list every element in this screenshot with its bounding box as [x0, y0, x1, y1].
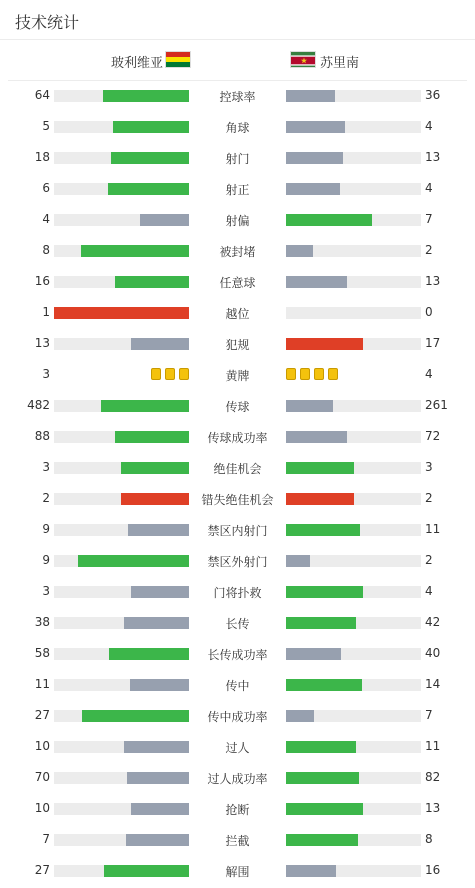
away-bar-fill [286, 865, 336, 877]
away-bar-track [286, 462, 421, 474]
home-value: 9 [42, 553, 50, 567]
stat-row [0, 608, 475, 639]
home-bar-track [54, 152, 189, 164]
stat-label: 角球 [225, 121, 250, 135]
suriname-flag-icon [290, 51, 316, 68]
away-bar-track [286, 307, 421, 319]
away-bar-track [286, 679, 421, 691]
away-bar-track [286, 493, 421, 505]
home-bar-fill [128, 524, 189, 536]
home-bar-fill [131, 586, 189, 598]
away-value: 17 [425, 336, 441, 350]
stat-label: 射正 [225, 183, 250, 197]
stat-row [0, 484, 475, 515]
away-bar-fill [286, 648, 341, 660]
bolivia-flag-icon [165, 51, 191, 68]
home-bar-track [54, 803, 189, 815]
away-bar-track [286, 214, 421, 226]
home-bar-track [54, 214, 189, 226]
home-value: 3 [42, 584, 50, 598]
stat-row [0, 732, 475, 763]
stat-row [0, 670, 475, 701]
away-bar-track [286, 555, 421, 567]
home-bar-fill [121, 493, 189, 505]
stat-label: 射门 [225, 152, 250, 166]
home-value: 64 [34, 88, 50, 102]
home-bar-fill [108, 183, 189, 195]
yellow-card-icon [314, 368, 324, 380]
away-value: 7 [425, 212, 433, 226]
stat-label: 绝佳机会 [213, 462, 262, 476]
home-bar-track [54, 865, 189, 877]
stat-row [0, 546, 475, 577]
away-bar-fill [286, 679, 362, 691]
away-bar-track [286, 276, 421, 288]
away-value: 2 [425, 553, 433, 567]
away-bar-fill [286, 617, 356, 629]
away-bar-fill [286, 400, 333, 412]
stat-row [0, 267, 475, 298]
home-bar-track [54, 338, 189, 350]
home-bar-fill [54, 307, 189, 319]
away-bar-fill [286, 493, 354, 505]
stat-label: 拦截 [225, 834, 250, 848]
home-bar-fill [103, 90, 189, 102]
stat-label: 传中 [225, 679, 250, 693]
away-value: 11 [425, 522, 441, 536]
home-bar-track [54, 524, 189, 536]
home-bar-track [54, 493, 189, 505]
away-value: 2 [425, 491, 433, 505]
home-bar-track [54, 121, 189, 133]
home-bar-fill [104, 865, 189, 877]
away-value: 261 [425, 398, 448, 412]
away-bar-track [286, 152, 421, 164]
home-bar-fill [130, 679, 189, 691]
stat-label: 传球 [225, 400, 250, 414]
stat-row [0, 174, 475, 205]
away-value: 82 [425, 770, 441, 784]
away-bar-fill [286, 431, 347, 443]
away-bar-track [286, 710, 421, 722]
stat-row [0, 391, 475, 422]
home-bar-track [54, 648, 189, 660]
stat-row [0, 701, 475, 732]
away-value: 72 [425, 429, 441, 443]
away-value: 3 [425, 460, 433, 474]
home-value: 482 [27, 398, 50, 412]
home-value: 10 [34, 739, 50, 753]
stat-row [0, 577, 475, 608]
home-bar-fill [81, 245, 189, 257]
away-bar-fill [286, 338, 363, 350]
away-bar-track [286, 121, 421, 133]
away-value: 8 [425, 832, 433, 846]
stat-row [0, 143, 475, 174]
stat-label: 错失绝佳机会 [201, 493, 274, 507]
home-bar-track [54, 679, 189, 691]
stat-row [0, 205, 475, 236]
stat-row [0, 763, 475, 794]
away-value: 16 [425, 863, 441, 877]
away-value: 13 [425, 274, 441, 288]
home-yellow-cards [151, 368, 189, 380]
stat-row [0, 329, 475, 360]
yellow-card-icon [179, 368, 189, 380]
away-yellow-cards [286, 368, 338, 380]
away-bar-track [286, 865, 421, 877]
away-bar-fill [286, 803, 363, 815]
home-bar-track [54, 617, 189, 629]
home-bar-track [54, 772, 189, 784]
yellow-card-icon [151, 368, 161, 380]
stat-label: 长传成功率 [207, 648, 268, 662]
away-value: 0 [425, 305, 433, 319]
stat-label: 越位 [225, 307, 250, 321]
stat-label: 传中成功率 [207, 710, 268, 724]
yellow-card-icon [328, 368, 338, 380]
yellow-card-icon [165, 368, 175, 380]
away-bar-fill [286, 710, 314, 722]
home-bar-fill [111, 152, 189, 164]
home-bar-fill [121, 462, 189, 474]
away-bar-track [286, 834, 421, 846]
home-bar-track [54, 586, 189, 598]
stat-row [0, 422, 475, 453]
stat-label: 控球率 [219, 90, 256, 104]
home-bar-track [54, 741, 189, 753]
home-bar-fill [126, 834, 189, 846]
away-bar-fill [286, 90, 335, 102]
away-bar-fill [286, 834, 358, 846]
home-value: 58 [34, 646, 50, 660]
away-value: 4 [425, 367, 433, 381]
away-bar-fill [286, 121, 345, 133]
stat-row [0, 236, 475, 267]
home-value: 70 [34, 770, 50, 784]
stat-label: 禁区内射门 [207, 524, 268, 538]
home-value: 11 [34, 677, 50, 691]
stat-label: 过人成功率 [207, 772, 268, 786]
home-bar-fill [124, 741, 189, 753]
away-value: 42 [425, 615, 441, 629]
panel-header [0, 0, 475, 40]
away-value: 40 [425, 646, 441, 660]
away-value: 13 [425, 150, 441, 164]
stat-row [0, 298, 475, 329]
stat-row [0, 112, 475, 143]
home-bar-track [54, 183, 189, 195]
away-bar-fill [286, 462, 354, 474]
stat-label: 禁区外射门 [207, 555, 268, 569]
away-bar-track [286, 431, 421, 443]
home-bar-fill [127, 772, 189, 784]
home-bar-track [54, 462, 189, 474]
away-bar-fill [286, 586, 363, 598]
stat-row [0, 856, 475, 887]
home-value: 16 [34, 274, 50, 288]
stat-row [0, 360, 475, 391]
stat-label: 抢断 [225, 803, 250, 817]
home-bar-fill [109, 648, 189, 660]
home-bar-fill [131, 338, 189, 350]
home-value: 9 [42, 522, 50, 536]
home-value: 27 [34, 708, 50, 722]
home-bar-track [54, 555, 189, 567]
panel-title: 技术统计 [15, 13, 80, 32]
home-value: 38 [34, 615, 50, 629]
home-value: 3 [42, 460, 50, 474]
home-value: 18 [34, 150, 50, 164]
away-bar-fill [286, 183, 340, 195]
away-bar-fill [286, 524, 360, 536]
home-value: 1 [42, 305, 50, 319]
away-bar-track [286, 648, 421, 660]
stat-label: 射偏 [225, 214, 250, 228]
home-value: 88 [34, 429, 50, 443]
away-bar-track [286, 617, 421, 629]
away-value: 13 [425, 801, 441, 815]
home-bar-track [54, 307, 189, 319]
home-value: 10 [34, 801, 50, 815]
home-bar-track [54, 245, 189, 257]
away-bar-track [286, 90, 421, 102]
home-value: 7 [42, 832, 50, 846]
home-bar-track [54, 431, 189, 443]
home-bar-track [54, 276, 189, 288]
home-value: 2 [42, 491, 50, 505]
away-bar-track [286, 741, 421, 753]
home-bar-track [54, 400, 189, 412]
home-bar-fill [113, 121, 189, 133]
home-bar-fill [115, 431, 189, 443]
away-value: 14 [425, 677, 441, 691]
stat-label: 门将扑救 [213, 586, 262, 600]
away-value: 36 [425, 88, 441, 102]
away-bar-track [286, 400, 421, 412]
away-bar-track [286, 183, 421, 195]
away-bar-fill [286, 772, 359, 784]
away-bar-fill [286, 741, 356, 753]
stat-label: 黄牌 [225, 369, 250, 383]
away-team-name: 苏里南 [320, 56, 360, 71]
home-bar-track [54, 710, 189, 722]
away-bar-track [286, 803, 421, 815]
home-bar-fill [115, 276, 189, 288]
away-value: 4 [425, 119, 433, 133]
away-bar-track [286, 586, 421, 598]
home-bar-fill [124, 617, 189, 629]
stat-label: 解围 [225, 865, 250, 879]
stat-row [0, 515, 475, 546]
home-value: 5 [42, 119, 50, 133]
stat-label: 犯规 [225, 338, 250, 352]
stat-row [0, 794, 475, 825]
home-value: 8 [42, 243, 50, 257]
away-bar-track [286, 245, 421, 257]
home-bar-fill [82, 710, 189, 722]
home-value: 13 [34, 336, 50, 350]
stat-label: 过人 [225, 741, 250, 755]
away-bar-fill [286, 555, 310, 567]
yellow-card-icon [300, 368, 310, 380]
home-value: 4 [42, 212, 50, 226]
away-value: 4 [425, 584, 433, 598]
away-value: 11 [425, 739, 441, 753]
away-value: 4 [425, 181, 433, 195]
stat-label: 被封堵 [219, 245, 256, 259]
stat-row [0, 453, 475, 484]
home-bar-track [54, 834, 189, 846]
home-bar-fill [78, 555, 189, 567]
away-bar-track [286, 338, 421, 350]
away-bar-fill [286, 245, 313, 257]
home-bar-fill [131, 803, 189, 815]
away-bar-fill [286, 214, 372, 226]
stat-label: 传球成功率 [207, 431, 268, 445]
away-bar-fill [286, 152, 343, 164]
home-bar-fill [101, 400, 189, 412]
stat-row [0, 639, 475, 670]
stat-row [0, 825, 475, 856]
away-bar-track [286, 524, 421, 536]
away-bar-fill [286, 276, 347, 288]
home-value: 6 [42, 181, 50, 195]
home-value: 3 [42, 367, 50, 381]
stat-label: 长传 [225, 617, 250, 631]
home-team-name: 玻利维亚 [110, 56, 163, 71]
away-value: 2 [425, 243, 433, 257]
stat-label: 任意球 [219, 276, 256, 290]
yellow-card-icon [286, 368, 296, 380]
teams-header [8, 40, 467, 81]
away-value: 7 [425, 708, 433, 722]
away-bar-track [286, 772, 421, 784]
stat-row [0, 81, 475, 112]
home-bar-track [54, 90, 189, 102]
home-bar-fill [140, 214, 189, 226]
home-value: 27 [34, 863, 50, 877]
